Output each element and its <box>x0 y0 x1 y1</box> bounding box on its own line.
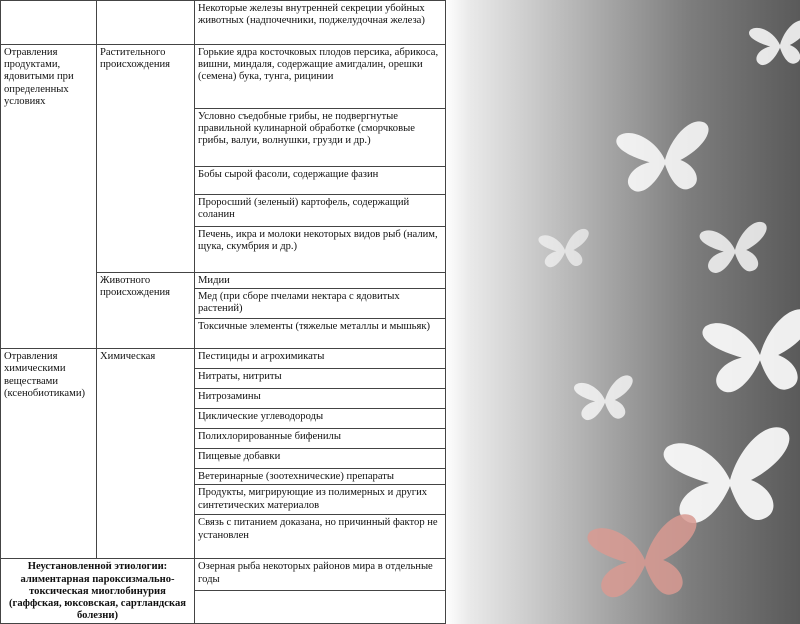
table-cell <box>1 1 97 45</box>
table-cell <box>195 409 446 429</box>
cell-text: Токсичные элементы (тяжелые металлы и мышьяк) <box>198 321 431 333</box>
cell-text: Условно съедобные грибы, не подвергнутые правильной кулинарной обработке (сморчковые грибы, валуи, волнушки, грузди и др.) <box>198 111 415 147</box>
cell-text: Отравления химическими веществами (ксенобиотиками) <box>4 351 86 399</box>
butterfly-icon <box>664 427 790 523</box>
cell-text: Бобы сырой фасоли, содержащие фазин <box>198 169 379 180</box>
table-cell <box>195 109 446 167</box>
cell-text: Полихлорированные бифенилы <box>198 431 341 443</box>
table-cell <box>195 559 446 590</box>
cell-text: Мед (при сборе пчелами нектара с ядовитых растений) <box>198 291 400 315</box>
cell-text: Мидии <box>198 275 230 286</box>
cell-text: Печень, икра и молоки некоторых видов рыб (налим, щука, скумбрия и др.) <box>198 229 438 253</box>
butterfly-icon <box>538 229 588 267</box>
butterfly-icon <box>700 222 767 273</box>
butterfly-icon <box>749 20 800 65</box>
table-cell <box>195 449 446 469</box>
cell-text: Нитрозамины <box>198 391 261 403</box>
table-cell <box>195 1 446 45</box>
cell-text: Связь с питанием доказана, но причинный фактор не установлен <box>198 517 438 541</box>
cell-text: Пестициды и агрохимикаты <box>198 351 325 363</box>
table-cell <box>97 349 195 559</box>
butterfly-icon <box>616 121 708 191</box>
cell-text: Пищевые добавки <box>198 451 281 463</box>
table-cell <box>97 273 195 349</box>
cell-text: Отравления продуктами, ядовитыми при определенных условиях <box>4 47 74 107</box>
table-cell <box>1 349 97 559</box>
table-cell <box>195 469 446 485</box>
butterfly-icon <box>587 514 696 597</box>
table-cell <box>195 195 446 227</box>
table-cell <box>195 227 446 273</box>
cell-text: Озерная рыба некоторых районов мира в отдельные годы <box>198 561 433 585</box>
butterfly-decoration <box>445 0 800 600</box>
table-cell <box>195 319 446 349</box>
cell-text: Животного происхождения <box>100 275 171 299</box>
table-cell <box>97 45 195 273</box>
table-cell <box>195 590 446 624</box>
table-cell <box>1 45 97 349</box>
table-cell <box>97 1 195 45</box>
butterfly-icon <box>574 375 633 420</box>
cell-text: Неустановленной этиологии: алиментарная пароксизмально-токсическая миоглобинурия (гаффская, юксовская, сартландская болезни) <box>9 561 186 622</box>
cell-text: Некоторые железы внутренней секреции убойных животных (надпочечники, поджелудочная железа) <box>198 3 425 27</box>
cell-text: Химическая <box>100 351 156 363</box>
cell-text: Продукты, мигрирующие из полимерных и других синтетических материалов <box>198 487 428 511</box>
butterfly-icon <box>702 309 800 392</box>
table-cell <box>195 349 446 369</box>
cell-text: Растительного происхождения <box>100 47 171 71</box>
table-cell <box>195 289 446 319</box>
cell-text: Ветеринарные (зоотехнические) препараты <box>198 471 395 483</box>
cell-text: Проросший (зеленый) картофель, содержащий соланин <box>198 197 410 221</box>
table-cell <box>195 389 446 409</box>
table-cell <box>195 369 446 389</box>
cell-text: Циклические углеводороды <box>198 411 324 423</box>
table-cell <box>195 167 446 195</box>
table-cell <box>195 45 446 109</box>
table-cell <box>1 559 195 624</box>
table-cell <box>195 273 446 289</box>
table-cell <box>195 485 446 515</box>
cell-text: Горькие ядра косточковых плодов персика, абрикоса, вишни, миндаля, содержащие амигдалин, орешки (семена) бука, тунга, рицинии <box>198 47 439 83</box>
table-cell <box>195 515 446 559</box>
table-cell <box>195 429 446 449</box>
cell-text: Нитраты, нитриты <box>198 371 282 383</box>
